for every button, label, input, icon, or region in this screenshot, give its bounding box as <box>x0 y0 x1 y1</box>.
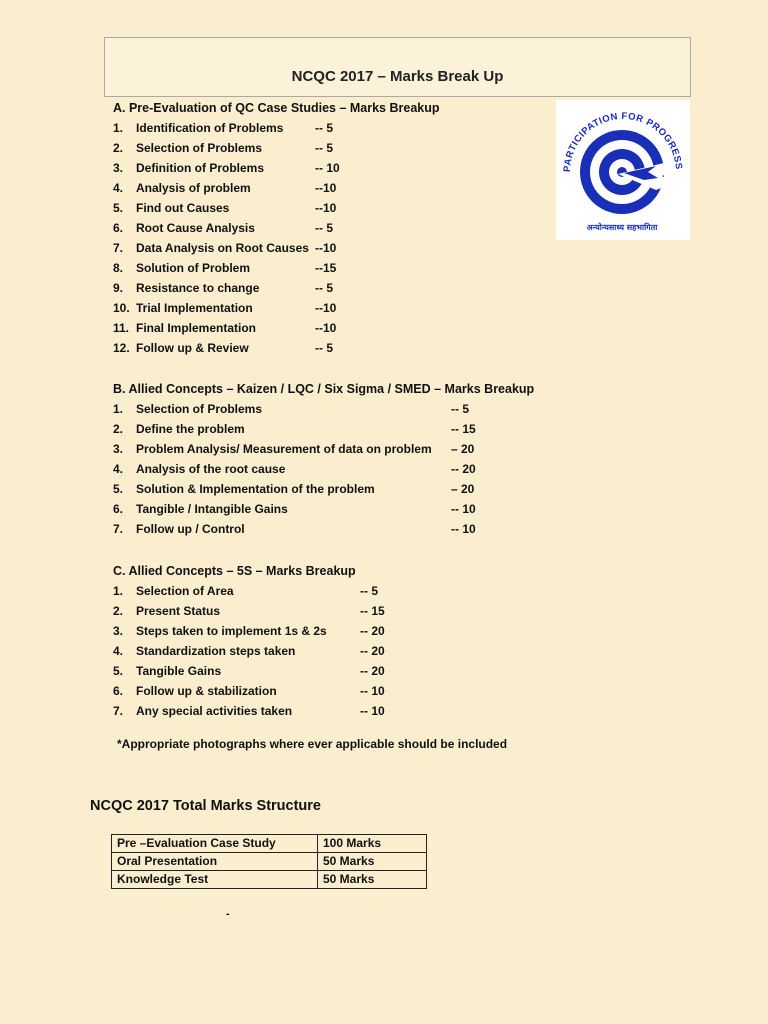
table-cell-item: Oral Presentation <box>112 853 318 871</box>
section-heading: A. Pre-Evaluation of QC Case Studies – Marks Breakup <box>113 101 440 115</box>
participation-for-progress-logo <box>556 100 690 240</box>
table-cell-item: Pre –Evaluation Case Study <box>112 835 318 853</box>
table-row <box>112 835 427 853</box>
table-cell-marks: 50 Marks <box>318 853 427 871</box>
table-cell-marks: 100 Marks <box>318 835 427 853</box>
svg-text:PARTICIPATION FOR PROGRESS: PARTICIPATION FOR PROGRESS <box>561 110 685 173</box>
table-row <box>112 853 427 871</box>
photographs-note: *Appropriate photographs where ever applicable should be included <box>117 737 508 751</box>
logo-icon <box>556 100 690 240</box>
footer-mark: - <box>226 908 230 920</box>
table-row <box>112 871 427 889</box>
page-title: NCQC 2017 – Marks Break Up <box>291 68 504 85</box>
table-cell-item: Knowledge Test <box>112 871 318 889</box>
total-marks-title: NCQC 2017 Total Marks Structure <box>90 798 321 814</box>
table-cell-marks: 50 Marks <box>318 871 427 889</box>
title-box <box>104 37 691 97</box>
total-marks-table <box>111 834 427 889</box>
section-heading: C. Allied Concepts – 5S – Marks Breakup <box>113 564 356 578</box>
section-heading: B. Allied Concepts – Kaizen / LQC / Six Sigma / SMED – Marks Breakup <box>113 382 535 396</box>
svg-text:अन्योन्यसाध्य सहभागिता: अन्योन्यसाध्य सहभागिता <box>586 223 658 232</box>
